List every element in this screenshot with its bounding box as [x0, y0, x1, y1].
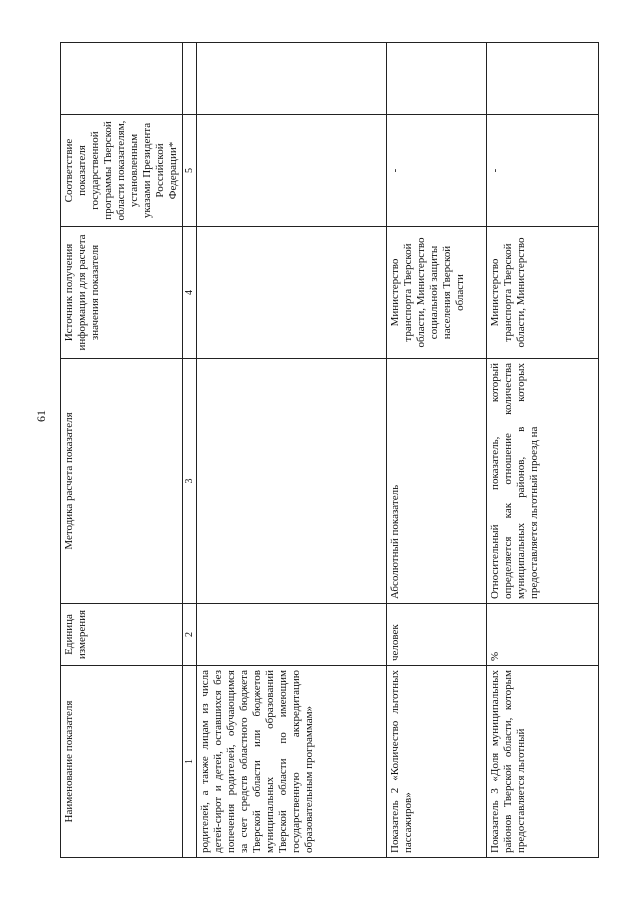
- indicator-correspondence: [197, 115, 387, 227]
- indicator-correspondence: -: [387, 115, 487, 227]
- table-row: [197, 43, 387, 858]
- header-method: Методика расчета показателя: [61, 359, 183, 604]
- indicator-source: Министерство транспорта Тверской области, Министерство: [487, 227, 599, 359]
- column-number: 1: [183, 666, 197, 858]
- indicator-name: Показатель 2 «Количество льготных пассажиров»: [387, 666, 487, 858]
- indicator-empty: [487, 43, 599, 115]
- column-number: 4: [183, 227, 197, 359]
- column-number-empty: [183, 43, 197, 115]
- indicator-unit: %: [487, 604, 599, 666]
- header-name: Наименование показателя: [61, 666, 183, 858]
- header-empty: [61, 43, 183, 115]
- indicator-source: Министерство транспорта Тверской области, Министерство социальной защиты населения Тверской области: [387, 227, 487, 359]
- page-number: 61: [34, 410, 48, 422]
- indicator-name: Показатель 3 «Доля муниципальных районов Тверской области, которым предоставляется льготный: [487, 666, 599, 858]
- indicator-source: [197, 227, 387, 359]
- header-correspondence: Соответствие показателя государственной программы Тверской области показателям, установленным указами Президента Российской Федерации*: [61, 115, 183, 227]
- indicator-method: [197, 359, 387, 604]
- header-unit: Единица измерения: [61, 604, 183, 666]
- indicator-unit: [197, 604, 387, 666]
- indicator-empty: [387, 43, 487, 115]
- header-source: Источник получения информации для расчета значения показателя: [61, 227, 183, 359]
- indicator-empty: [197, 43, 387, 115]
- rotated-table-container: [60, 43, 573, 858]
- indicator-name: родителей, а также лицам из числа детей-сирот и детей, оставшихся без попечения родителей, обучающимся за счет средств областного бюджета Тверской области или бюджетов муниципальных образований Тверской области по имеющим государственную аккредитацию образовательным программам»: [197, 666, 387, 858]
- indicator-unit: человек: [387, 604, 487, 666]
- header-row: [61, 43, 183, 858]
- column-number: 2: [183, 604, 197, 666]
- table-row: [387, 43, 487, 858]
- column-number-row: [183, 43, 197, 858]
- table-row: [487, 43, 599, 858]
- indicator-method: Абсолютный показатель: [387, 359, 487, 604]
- indicators-table: [60, 42, 599, 858]
- indicator-method: Относительный показатель, который определяется как отношение количества муниципальных районов, в которых предоставляется льготный проезд на: [487, 359, 599, 604]
- column-number: 5: [183, 115, 197, 227]
- indicator-correspondence: -: [487, 115, 599, 227]
- column-number: 3: [183, 359, 197, 604]
